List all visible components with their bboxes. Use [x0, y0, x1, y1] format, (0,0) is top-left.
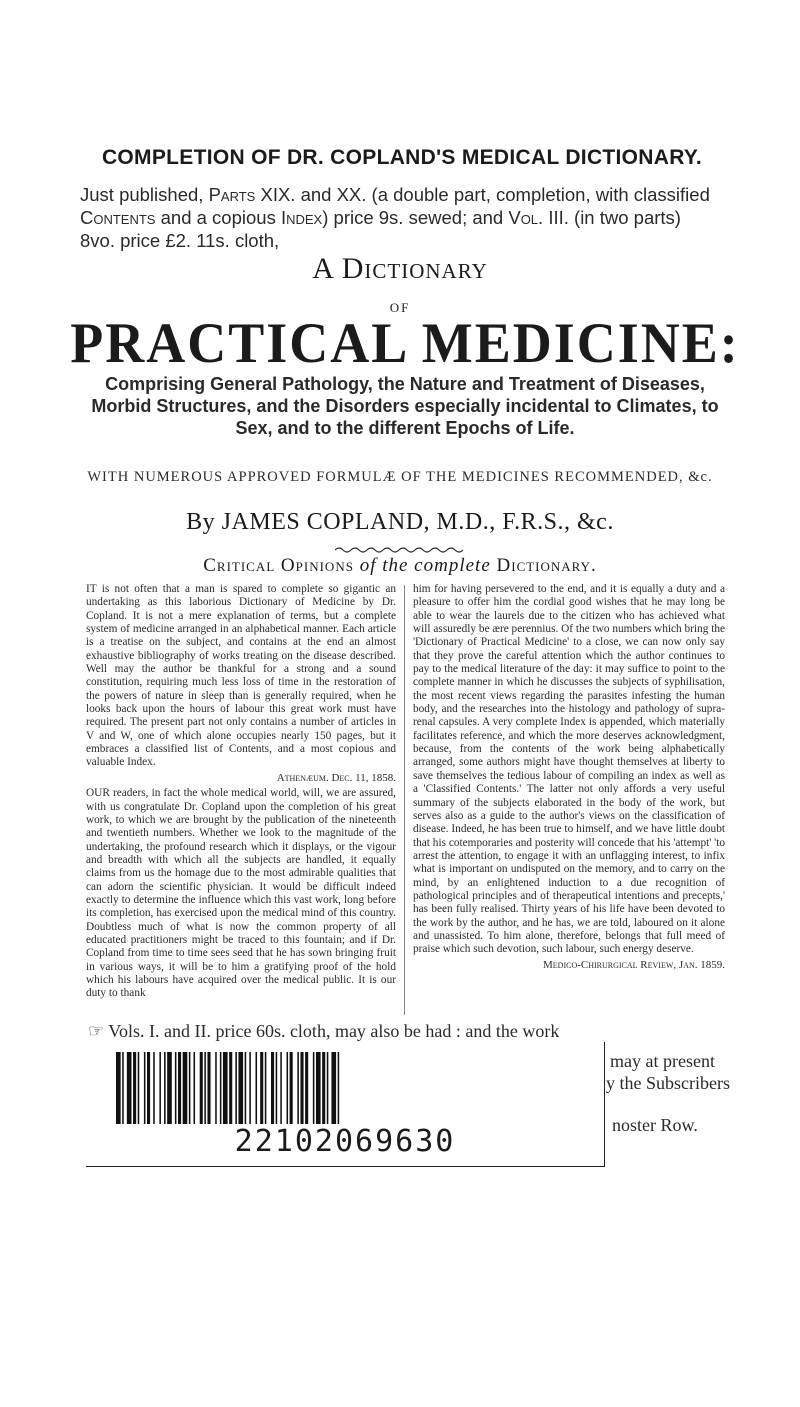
barcode-bar [271, 1052, 274, 1124]
barcode-bar [223, 1052, 228, 1124]
side-text-1: may at present [610, 1051, 715, 1071]
practical-medicine-title: PRACTICAL MEDICINE: [70, 311, 740, 375]
barcode-bar [235, 1052, 237, 1124]
barcode-bar [290, 1052, 293, 1124]
barcode-bar [153, 1052, 155, 1124]
intro-contents: Contents [80, 207, 156, 228]
barcode-bar [138, 1052, 140, 1124]
barcode-bar [175, 1052, 177, 1124]
intro-vol: Vol. [508, 207, 544, 228]
wavy-divider-icon [335, 546, 465, 554]
intro-text-1: Just published, [80, 184, 209, 205]
author-line: By JAMES COPLAND, M.D., F.R.S., &c. [186, 509, 614, 535]
library-barcode-label [86, 1042, 605, 1167]
barcode-bar [183, 1052, 188, 1124]
subtitle: Comprising General Pathology, the Nature and Treatment of Diseases, Morbid Structures, and the Disorders especially incidental to Climates, to Sex, and to the different Epochs of Life. [91, 374, 719, 438]
review-second-text: OUR readers, in fact the whole medical world, will, we are assured, with us congratulate Dr. Copland upon the completion of his great work, to which we are brought by the publication of the nineteenth and twentieth numbers. Whether we look to the magnitude of the undertaking, the profound research which it displays, or the vigour and breadth with which all the subjects are handled, it equally claims from us the homage due to the most admirable qualities that can adorn the scientific physician. It would be difficult indeed exactly to determine the influence which this vast work, long before its completion, has exercised upon the medical mind of this country. Doubtless much of what is now the common property of all educated practitioners might be traced to this fountain; and if Dr. Copland from time to time sees seed that he has sown bringing fruit in various ways, it will be to him a gratifying proof of the hold which his labours have acquired over the medical public. It is our duty to thank [86, 787, 396, 1000]
barcode-bar [167, 1052, 172, 1124]
barcode-bar [322, 1052, 325, 1124]
barcode-bar [280, 1052, 282, 1124]
barcode-bar [256, 1052, 258, 1124]
barcode-bar [207, 1052, 210, 1124]
barcode-bar [313, 1052, 315, 1124]
barcode-number: 22102069630 [234, 1124, 456, 1159]
barcode-bar [249, 1052, 251, 1124]
barcode-bar [300, 1052, 303, 1124]
intro-parts: Parts [208, 184, 256, 205]
right-review-column [413, 583, 725, 974]
barcode-bar [194, 1052, 196, 1124]
barcode-bar [331, 1052, 336, 1124]
barcode-bar [327, 1052, 329, 1124]
review-continued-text: him for having persevered to the end, and it is equally a duty and a pleasure to offer him the cordial good wishes that he may long be able to wear the laurels due to the citizen who has achieved what will assuredly be ære perennius. Of the two numbers which bring the 'Dictionary of Practical Medicine' to a close, we can now only say that they prove the careful attention which the author continues to pay to the medical literature of the day: it may suffice to point to the complete manner in which he discusses the subjects of syphilisation, the most recent views regarding the parasites infesting the human body, and the researches into the histology and pathology of supra-renal capsules. A very complete Index is appended, which materially facilitates reference, and which the more deserves acknowledgment, because, from the contents of the work being alphabetically arranged, some authors might have thought themselves at liberty to save themselves the tedious labour of compiling an index as well as a 'Classified Contents.' The latter not only affords a very useful summary of the subjects elaborated in the body of the work, but serves also as a guide to the author's views on the classification of disease. Indeed, he has been true to himself, and we have little doubt that his cotemporaries and posterity will concede that his 'attempt' 'to arrest the attention, to engage it with an unflagging interest, to infix what is important on undisputed on the memory, and to carry on the mind, by an enlightened induction to a due recognition of pathological principles and of therapeutical intentions and precepts,' has been fully realised. Thirty years of his life have been devoted to the work by the author, and he has, we are told, laboured on it alone and unassisted. To him alone, therefore, belongs that full meed of praise which such devotion, such labour, such energy deserve. [413, 583, 725, 956]
barcode-bar [200, 1052, 203, 1124]
barcode-bar [133, 1052, 136, 1124]
barcode-bar [164, 1052, 166, 1124]
barcode-bar [305, 1052, 308, 1124]
barcode-icon [116, 1052, 576, 1124]
intro-text-4: ) price 9s. sewed; and [322, 207, 509, 228]
critical-suffix: Dictionary. [496, 555, 597, 576]
barcode-bar [316, 1052, 321, 1124]
main-heading: COMPLETION OF DR. COPLAND'S MEDICAL DICTIONARY. [101, 146, 703, 169]
side-text-2: y the Subscribers [606, 1073, 730, 1093]
barcode-bar [159, 1052, 161, 1124]
intro-index: Index [280, 207, 323, 228]
review-athenaeum-text: IT is not often that a man is spared to complete so gigantic an undertaking as this laborious Dictionary of Medicine by Dr. Copland. It is not a mere explanation of terms, but a complete system of medicine arranged in an alphabetical manner. Each article is a treatise on the subject, and contains at the end an almost exhaustive bibliography of works treating on the disease described. Well may the author be thankful for a strong and a sound constitution, requiring much less loss of time in the restoration of the powers of nature in sleep than is generally required, when he looks back upon the hours of labour this great work must have required. The present part not only contains a number of articles in V and W, one of which alone occupies nearly 150 pages, but it embraces a classified list of Contents, and a most copious and valuable Index. [86, 583, 396, 769]
critical-prefix: Critical Opinions [203, 555, 354, 576]
of-word: OF [389, 300, 411, 315]
barcode-bar [204, 1052, 206, 1124]
dictionary-title: A Dictionary [312, 252, 488, 285]
barcode-bar [297, 1052, 299, 1124]
review-athenaeum-source: Athenæum. Dec. 11, 1858. [276, 771, 396, 784]
barcode-bar [338, 1052, 340, 1124]
left-review-column [86, 583, 396, 1003]
barcode-bar [276, 1052, 278, 1124]
barcode-bar [265, 1052, 267, 1124]
intro-paragraph [80, 183, 720, 252]
barcode-bar [220, 1052, 222, 1124]
barcode-bar [238, 1052, 243, 1124]
barcode-bar [122, 1052, 124, 1124]
formulae-line: WITH NUMEROUS APPROVED FORMULÆ OF THE MEDICINES RECOMMENDED, &c. [87, 469, 713, 485]
barcode-bar [189, 1052, 191, 1124]
barcode-bar [147, 1052, 150, 1124]
review-medico-source: Medico-Chirurgical Review, Jan. 1859. [543, 958, 725, 971]
intro-text-3: and a copious [155, 207, 281, 228]
barcode-bar [127, 1052, 132, 1124]
column-divider [404, 585, 405, 1015]
barcode-bar [215, 1052, 217, 1124]
barcode-bar [245, 1052, 247, 1124]
barcode-bar [116, 1052, 121, 1124]
critical-italic: of the complete [353, 555, 497, 576]
barcode-bar [144, 1052, 146, 1124]
intro-text-5: III. (in two parts) 8vo. price £2. 11s. cloth, [80, 207, 681, 251]
barcode-bar [229, 1052, 232, 1124]
barcode-bar [260, 1052, 263, 1124]
barcode-bar [178, 1052, 181, 1124]
side-text-3: noster Row. [612, 1115, 698, 1135]
critical-opinions-heading [70, 555, 730, 577]
intro-text-2: XIX. and XX. (a double part, completion, with classified [255, 184, 710, 205]
volumes-note: ☞ Vols. I. and II. price 60s. cloth, may also be had : and the work [88, 1021, 560, 1041]
barcode-bar [287, 1052, 289, 1124]
